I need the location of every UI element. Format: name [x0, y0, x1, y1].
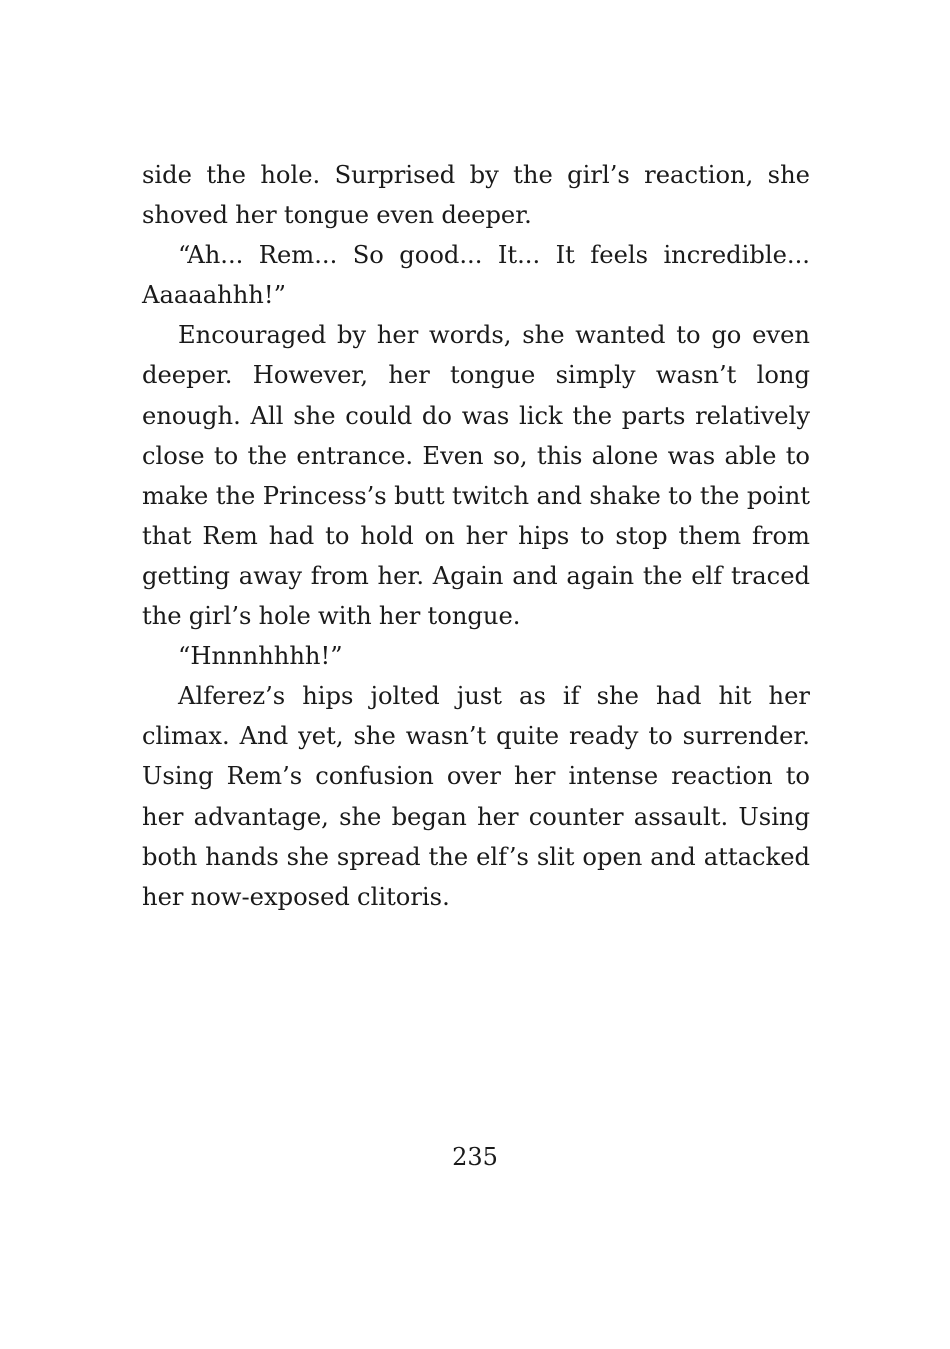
paragraph-dialogue-1: “Ah... Rem... So good... It... It feels incredible... Aaaaahhh!” [142, 241, 810, 310]
paragraph-dialogue-2: “Hnnnhhhh!” [178, 642, 343, 671]
paragraph-narration-1: Encouraged by her words, she wanted to go even deeper. However, her tongue simply wasn’t long enough. All she could do was lick the parts relatively close to the entrance. Even so, this alone was able to make the Princess’s butt twitch and shake to the point that Rem had to hold on her hips to stop them from getting away from her. Again and again the elf traced the girl’s hole with her tongue. [142, 321, 810, 631]
page-number: 235 [452, 1143, 498, 1171]
paragraph-narration-2: Alferez’s hips jolted just as if she had hit her climax. And yet, she wasn’t quite ready to surrender. Using Rem’s confusion over her intense reaction to her advantage, she began her counter assault. Using both hands she spread the elf’s slit open and attacked her now-exposed clitoris. [142, 682, 810, 911]
body-text [142, 155, 810, 917]
paragraph-continuation: side the hole. Surprised by the girl’s reaction, she shoved her tongue even deeper. [142, 161, 810, 230]
